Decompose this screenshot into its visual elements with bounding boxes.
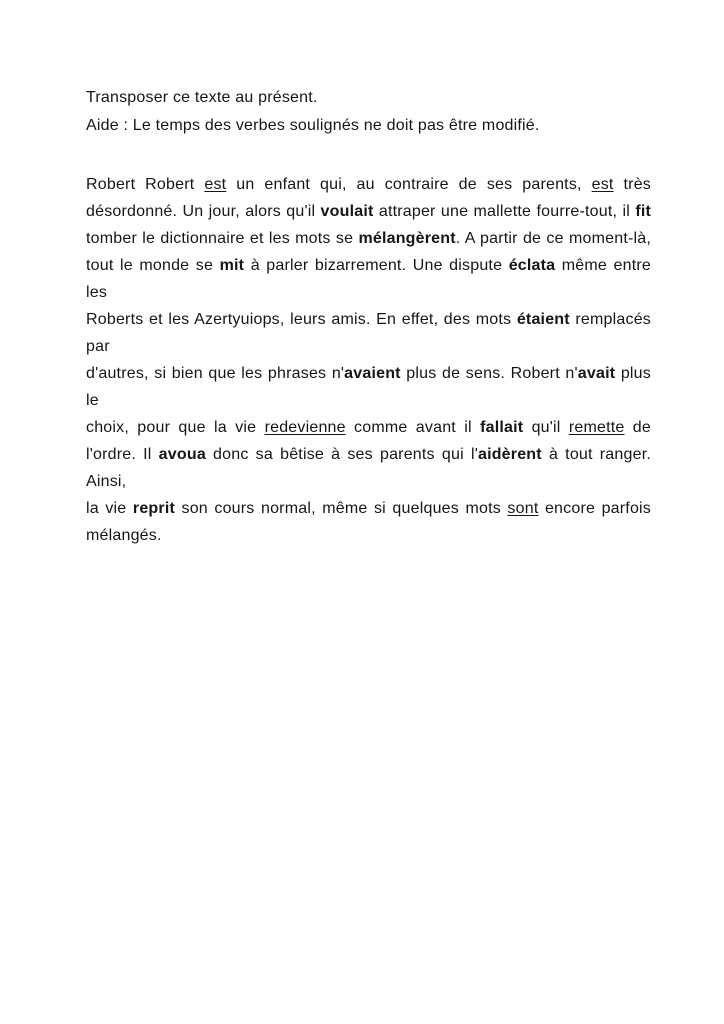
text-segment: choix, pour que la vie: [86, 419, 265, 436]
paragraph-line-1: [86, 171, 651, 198]
text-segment: d'autres, si bien que les phrases n': [86, 365, 345, 382]
exercise-paragraph: [86, 171, 651, 549]
text-segment: même entre les: [86, 257, 651, 301]
text-segment: Robert Robert: [86, 176, 205, 193]
bold-verb: reprit: [132, 500, 175, 517]
text-segment: mélangés.: [86, 527, 162, 544]
document-content: [86, 84, 651, 549]
paragraph-line-6: [86, 360, 651, 414]
text-segment: l'ordre. Il: [86, 446, 159, 463]
paragraph-line-3: [86, 225, 651, 252]
paragraph-line-5: [86, 306, 651, 360]
text-segment: qu'il: [523, 419, 569, 436]
paragraph-line-8: [86, 441, 651, 495]
bold-verb: fallait: [480, 419, 524, 436]
text-segment: encore parfois: [538, 500, 651, 517]
text-segment: la vie: [86, 500, 133, 517]
text-segment: Roberts et les Azertyuiops, leurs amis. En effet, des mots: [86, 311, 517, 328]
bold-verb: étaient: [516, 311, 570, 328]
text-segment: attraper une mallette fourre-tout, il: [373, 203, 636, 220]
text-segment: à tout ranger. Ainsi,: [86, 446, 651, 490]
text-segment: tout le monde se: [86, 257, 220, 274]
text-segment: de: [624, 419, 652, 436]
text-segment: comme avant il: [345, 419, 481, 436]
instruction-line-2: Aide : Le temps des verbes soulignés ne doit pas être modifié.: [86, 117, 540, 134]
bold-verb: mit: [219, 257, 245, 274]
underlined-verb: remette: [568, 419, 625, 436]
text-segment: . A partir de ce moment-là,: [455, 230, 651, 247]
text-segment: donc sa bêtise à ses parents qui l': [205, 446, 478, 463]
bold-verb: avait: [577, 365, 616, 382]
text-segment: plus le: [86, 365, 651, 409]
text-segment: plus de sens. Robert n': [400, 365, 578, 382]
text-segment: remplacés par: [86, 311, 651, 355]
paragraph-line-2: [86, 198, 651, 225]
text-segment: désordonné. Un jour, alors qu'il: [86, 203, 321, 220]
text-segment: son cours normal, même si quelques mots: [175, 500, 508, 517]
bold-verb: voulait: [320, 203, 374, 220]
underlined-verb: redevienne: [264, 419, 346, 436]
bold-verb: aidèrent: [477, 446, 542, 463]
paragraph-line-10: [86, 522, 651, 549]
underlined-verb: est: [204, 176, 227, 193]
paragraph-line-9: [86, 495, 651, 522]
paragraph-line-4: [86, 252, 651, 306]
bold-verb: mélangèrent: [358, 230, 456, 247]
bold-verb: éclata: [508, 257, 556, 274]
underlined-verb: sont: [507, 500, 539, 517]
text-segment: très: [613, 176, 651, 193]
bold-verb: avoua: [158, 446, 206, 463]
bold-verb: fit: [635, 203, 652, 220]
underlined-verb: est: [591, 176, 614, 193]
paragraph-line-7: [86, 414, 651, 441]
text-segment: à parler bizarrement. Une dispute: [244, 257, 509, 274]
instruction-line-1: Transposer ce texte au présent.: [86, 89, 318, 106]
bold-verb: avaient: [344, 365, 401, 382]
text-segment: tomber le dictionnaire et les mots se: [86, 230, 359, 247]
text-segment: un enfant qui, au contraire de ses parents,: [226, 176, 592, 193]
